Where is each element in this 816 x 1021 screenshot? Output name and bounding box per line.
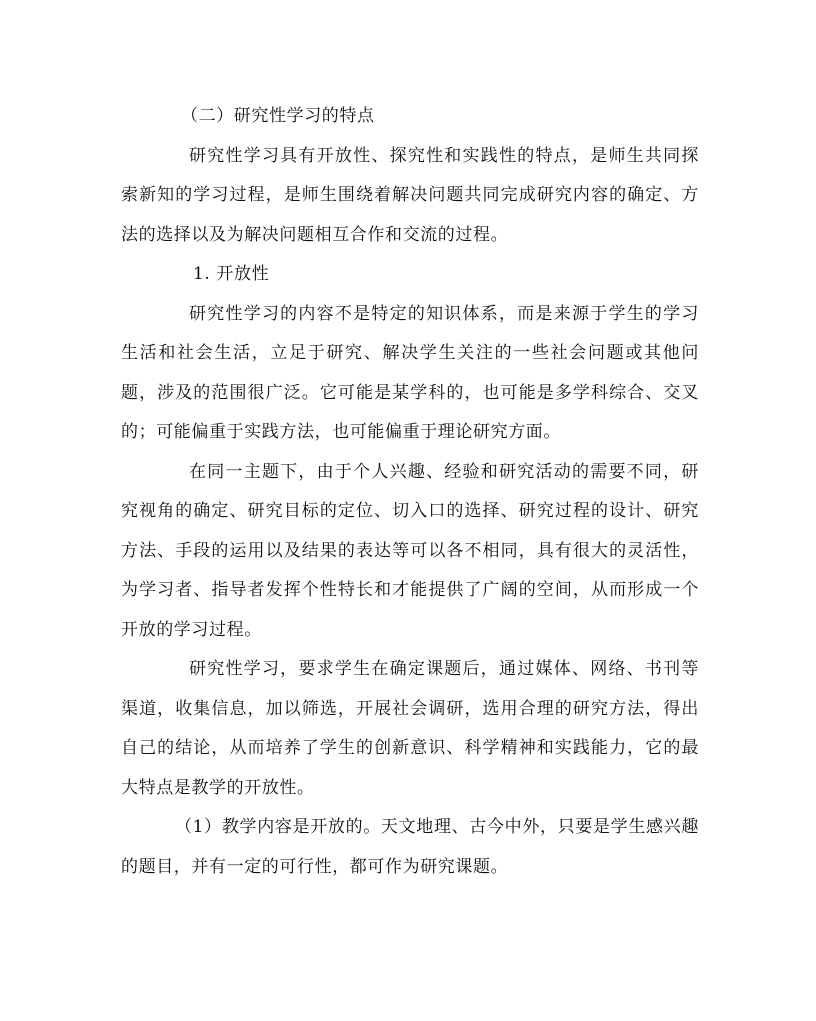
paragraph-open-content: （1）教学内容是开放的。天文地理、古今中外，只要是学生感兴趣的题目，并有一定的可行性，都可作为研究课题。 (121, 817, 699, 877)
paragraph-flexibility: 在同一主题下，由于个人兴趣、经验和研究活动的需要不同，研究视角的确定、研究目标的定位、切入口的选择、研究过程的设计、研究方法、手段的运用以及结果的表达等可以各不相同，具有很大的灵活性，为学习者、指导者发挥个性特长和才能提供了广阔的空间，从而形成一个开放的学习过程。 (121, 461, 699, 640)
document-body (121, 97, 699, 887)
paragraph-intro: 研究性学习具有开放性、探究性和实践性的特点，是师生共同探索新知的学习过程，是师生围绕着解决问题共同完成研究内容的确定、方法的选择以及为解决问题相互合作和交流的过程。 (121, 145, 699, 245)
subheading-openness: 1. 开放性 (193, 264, 270, 284)
paragraph-openness-feature: 研究性学习，要求学生在确定课题后，通过媒体、网络、书刊等渠道，收集信息，加以筛选，开展社会调研，选用合理的研究方法，得出自己的结论，从而培养了学生的创新意识、科学精神和实践能力，它的最大特点是教学的开放性。 (121, 659, 699, 798)
section-heading: （二）研究性学习的特点 (181, 106, 375, 126)
paragraph-content-scope: 研究性学习的内容不是特定的知识体系，而是来源于学生的学习生活和社会生活，立足于研究、解决学生关注的一些社会问题或其他问题，涉及的范围很广泛。它可能是某学科的，也可能是多学科综合、交叉的；可能偏重于实践方法，也可能偏重于理论研究方面。 (121, 303, 699, 442)
